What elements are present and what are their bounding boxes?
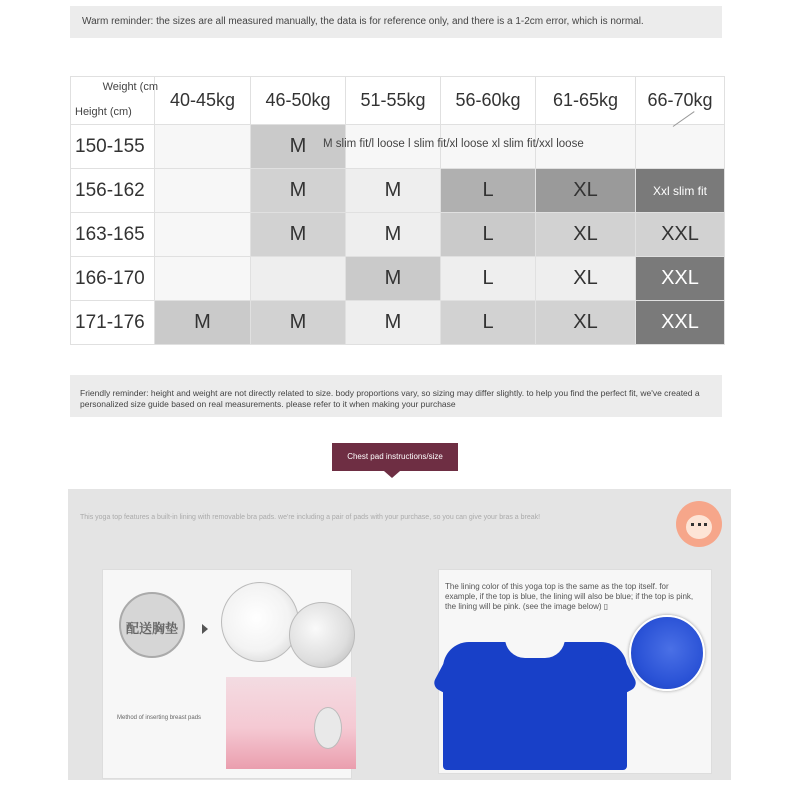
size-cell: XXL	[636, 213, 725, 257]
weight-header: 56-60kg	[441, 77, 536, 125]
weight-header: 51-55kg	[346, 77, 441, 125]
method-label: Method of inserting breast pads	[117, 715, 202, 721]
friendly-reminder-banner	[70, 375, 722, 417]
lining-color-text: The lining color of this yoga top is the same as the top itself. for example, if the top is blue, the lining will also be blue; if the top is pink, the lining will be pink. (see the image below) ▯	[445, 582, 694, 611]
height-label: 171-176	[71, 301, 155, 345]
height-label: 156-162	[71, 169, 155, 213]
table-header-row	[71, 77, 725, 125]
chest-pad-panel	[68, 489, 731, 780]
size-cell: L	[441, 169, 536, 213]
size-cell	[155, 125, 251, 169]
left-sleeve	[431, 649, 486, 705]
height-label: 166-170	[71, 257, 155, 301]
row1-fit-note: M slim fit/l loose l slim fit/xl loose xl slim fit/xxl loose	[323, 138, 584, 150]
neckline	[505, 638, 565, 658]
table-corner	[71, 77, 158, 125]
size-cell: L	[441, 213, 536, 257]
table-row	[71, 213, 725, 257]
cartoon-avatar-icon	[676, 501, 722, 547]
tab-pointer	[384, 471, 400, 478]
bra-pad-image	[221, 582, 299, 662]
warm-reminder-text: Warm reminder: the sizes are all measured manually, the data is for reference only, and there is a 1-2cm error, which is normal.	[82, 16, 644, 27]
size-cell: M	[346, 213, 441, 257]
weight-header: 66-70kg	[636, 77, 725, 125]
size-cell: XL	[536, 213, 636, 257]
size-chart-table	[70, 76, 725, 345]
size-cell: XL	[536, 257, 636, 301]
size-cell	[251, 257, 346, 301]
size-cell	[155, 213, 251, 257]
size-cell: M	[155, 301, 251, 345]
size-cell: XXL	[636, 301, 725, 345]
weight-axis-label: Weight (cm	[102, 81, 158, 93]
size-cell: M	[251, 301, 346, 345]
height-axis-label: Height (cm)	[75, 106, 132, 118]
table-row	[71, 169, 725, 213]
table-row	[71, 301, 725, 345]
size-cell: L	[441, 257, 536, 301]
table-row	[71, 257, 725, 301]
arrow-right-icon	[202, 624, 208, 634]
size-cell: M	[251, 169, 346, 213]
size-cell: XL	[536, 169, 636, 213]
chest-pad-tab-label: Chest pad instructions/size	[347, 452, 443, 461]
friendly-reminder-text: Friendly reminder: height and weight are not directly related to size. body proportions vary, so sizing may differ slightly. to help you find the perfect fit, we've created a personalized size guide based on real measurements. please refer to it when making your purchase	[80, 388, 700, 409]
size-cell: XL	[536, 301, 636, 345]
stamp-icon	[119, 592, 185, 658]
weight-header: 61-65kg	[536, 77, 636, 125]
size-cell: M	[251, 125, 346, 169]
size-cell: M	[346, 301, 441, 345]
blue-yoga-top-image	[443, 642, 627, 770]
bra-pad-image	[289, 602, 355, 668]
weight-header: 46-50kg	[251, 77, 346, 125]
size-cell: Xxl slim fit	[636, 169, 725, 213]
pads-illustration-box	[102, 569, 352, 779]
size-cell	[155, 169, 251, 213]
size-cell: XXL	[636, 257, 725, 301]
insertion-photo	[226, 677, 356, 769]
lining-zoom-image	[629, 615, 705, 691]
size-cell: M	[251, 213, 346, 257]
lining-illustration-box	[438, 569, 712, 774]
size-cell	[636, 125, 725, 169]
warm-reminder-banner	[70, 6, 722, 38]
chest-pad-tab	[332, 443, 458, 471]
panel-intro-text: This yoga top features a built-in lining with removable bra pads. we're including a pair of pads with your purchase, so you can give your bras a break!	[80, 514, 541, 521]
weight-header: 40-45kg	[155, 77, 251, 125]
height-label: 150-155	[71, 125, 155, 169]
height-label: 163-165	[71, 213, 155, 257]
size-cell	[155, 257, 251, 301]
stamp-text: 配送胸垫	[125, 621, 178, 636]
size-cell: M	[346, 257, 441, 301]
size-cell: M	[346, 169, 441, 213]
size-cell: L	[441, 301, 536, 345]
